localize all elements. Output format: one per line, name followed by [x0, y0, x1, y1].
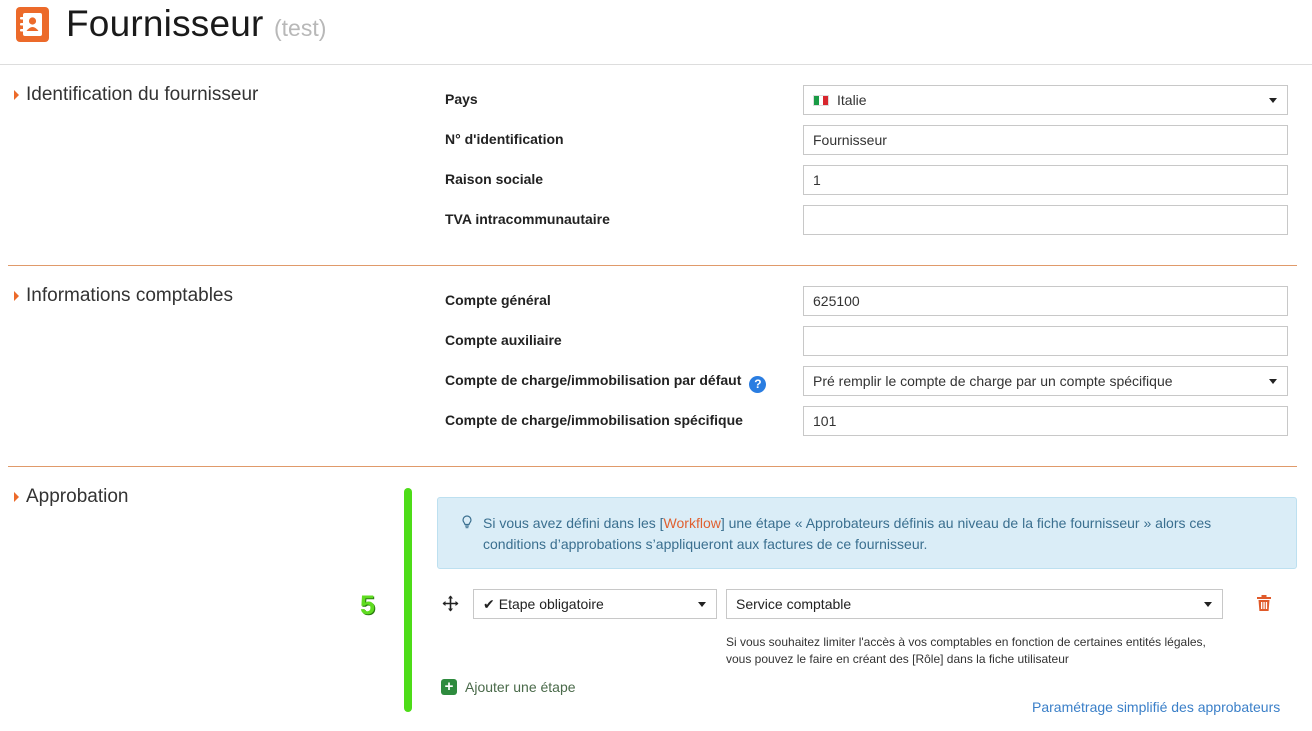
section-identification-label: Identification du fournisseur: [26, 84, 259, 105]
raison-sociale-label: Raison sociale: [445, 171, 544, 187]
compte-auxiliaire-label: Compte auxiliaire: [445, 332, 562, 348]
add-step-button[interactable]: [441, 679, 576, 695]
identification-input[interactable]: [803, 125, 1288, 155]
role-help-line2: vous pouvez le faire en créant des [Rôle] dans la fiche utilisateur: [726, 652, 1069, 666]
trash-icon[interactable]: [1256, 594, 1272, 612]
tva-input[interactable]: [803, 205, 1288, 235]
compte-specifique-input[interactable]: [803, 406, 1288, 436]
role-help-note: [726, 634, 1206, 668]
compte-charge-label: Compte de charge/immobilisation par défaut: [445, 372, 742, 388]
page-subtitle: (test): [274, 15, 327, 41]
address-book-icon: [16, 7, 49, 42]
step-type-value: Etape obligatoire: [498, 596, 604, 612]
compte-charge-select[interactable]: [803, 366, 1288, 396]
pays-label: Pays: [445, 91, 478, 107]
pays-value: Italie: [837, 92, 867, 108]
step-type-select[interactable]: [473, 589, 717, 619]
section-approbation-label: Approbation: [26, 486, 129, 507]
step-number-badge: 5: [360, 590, 376, 620]
section-comptable-title[interactable]: [14, 285, 233, 307]
check-icon: ✔: [483, 595, 495, 612]
highlight-bar: [404, 488, 412, 712]
raison-sociale-value: 1: [813, 172, 821, 188]
compte-charge-value: Pré remplir le compte de charge par un compte spécifique: [813, 373, 1173, 389]
caret-right-icon: [14, 90, 19, 100]
section-approbation-title[interactable]: [14, 486, 128, 508]
compte-auxiliaire-input[interactable]: [803, 326, 1288, 356]
compte-general-label: Compte général: [445, 292, 551, 308]
plus-square-icon: +: [441, 679, 457, 695]
info-text-after: ] une étape « Approbateurs définis au niveau de la fiche fournisseur » alors ces conditions d’approbations s’appliqueront aux factures de ce fournisseur.: [483, 515, 1212, 552]
caret-right-icon: [14, 291, 19, 301]
move-arrows-icon[interactable]: [442, 595, 459, 612]
add-step-label: Ajouter une étape: [465, 679, 576, 695]
identification-value: Fournisseur: [813, 132, 887, 148]
section-divider: [8, 265, 1297, 266]
info-text-before: Si vous avez défini dans les [: [483, 515, 664, 531]
page-title: Fournisseur: [66, 3, 264, 44]
pays-select[interactable]: [803, 85, 1288, 115]
compte-charge-label-row: [445, 371, 766, 393]
compte-specifique-label: Compte de charge/immobilisation spécifique: [445, 412, 743, 428]
compte-general-input[interactable]: [803, 286, 1288, 316]
tva-label: TVA intracommunautaire: [445, 211, 610, 227]
compte-general-value: 625100: [813, 293, 860, 309]
raison-sociale-input[interactable]: [803, 165, 1288, 195]
chevron-down-icon: [1269, 379, 1277, 384]
workflow-info-alert: [437, 497, 1297, 569]
step-role-value: Service comptable: [736, 596, 852, 612]
section-divider: [8, 466, 1297, 467]
italy-flag-icon: [813, 95, 829, 106]
caret-right-icon: [14, 492, 19, 502]
chevron-down-icon: [1269, 98, 1277, 103]
chevron-down-icon: [698, 602, 706, 607]
chevron-down-icon: [1204, 602, 1212, 607]
compte-specifique-value: 101: [813, 413, 837, 429]
step-role-select[interactable]: [726, 589, 1223, 619]
section-identification-title[interactable]: [14, 84, 258, 106]
lightbulb-icon: [462, 515, 472, 529]
identification-label: N° d'identification: [445, 131, 564, 147]
simplified-approvers-link[interactable]: Paramétrage simplifié des approbateurs: [1032, 699, 1281, 715]
workflow-link[interactable]: Workflow: [663, 515, 721, 531]
section-comptable-label: Informations comptables: [26, 285, 233, 306]
page-header: [0, 0, 1312, 65]
role-help-line1: Si vous souhaitez limiter l'accès à vos comptables en fonction de certaines entités légales,: [726, 635, 1206, 649]
question-circle-icon[interactable]: ?: [749, 376, 766, 393]
